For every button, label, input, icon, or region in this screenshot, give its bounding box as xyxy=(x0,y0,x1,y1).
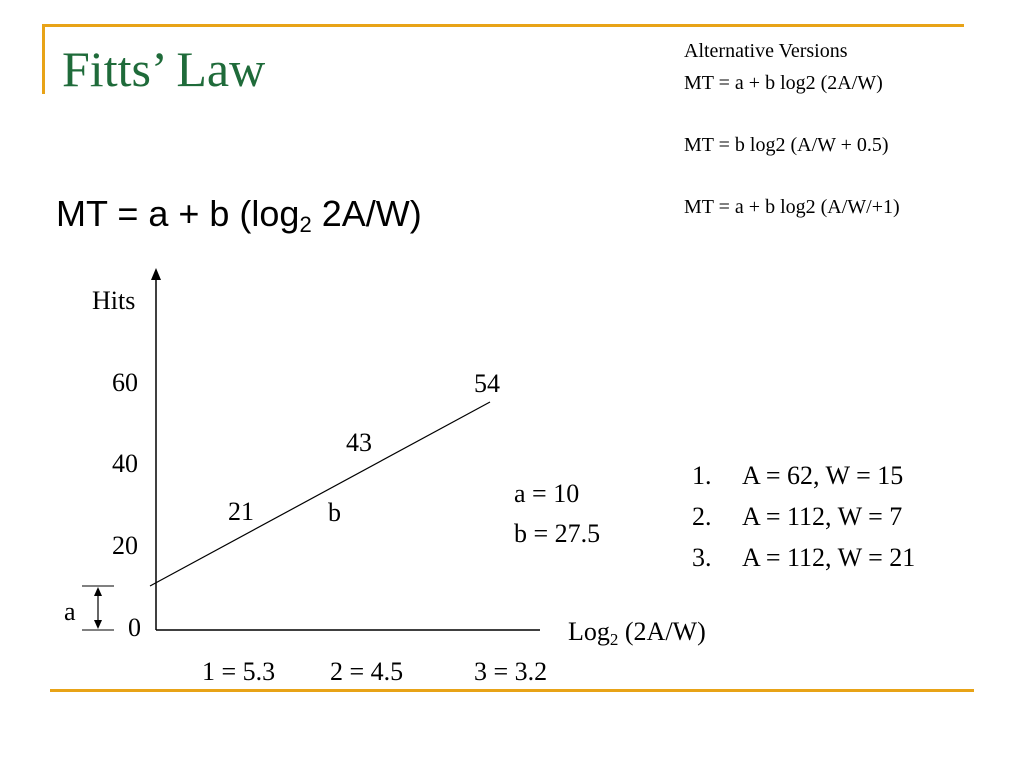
intercept-arrow-down xyxy=(94,620,102,629)
y-tick-0: 0 xyxy=(128,613,141,642)
condition-item-2 xyxy=(692,504,902,530)
condition-text-2: A = 112, W = 7 xyxy=(742,502,903,531)
y-axis-label: Hits xyxy=(92,286,136,315)
y-tick-60: 60 xyxy=(112,368,138,397)
param-a: a = 10 xyxy=(514,479,580,508)
condition-item-1 xyxy=(692,463,903,489)
x-axis-label xyxy=(568,619,706,648)
intercept-label: a xyxy=(64,597,76,626)
condition-text-3: A = 112, W = 21 xyxy=(742,543,916,572)
alt-formula-1: MT = a + b log2 (2A/W) xyxy=(684,72,883,94)
y-tick-40: 40 xyxy=(112,449,138,478)
alt-formula-2: MT = b log2 (A/W + 0.5) xyxy=(684,134,889,156)
main-formula-base: MT = a + b (log xyxy=(56,193,300,234)
x-axis-label-subscript: 2 xyxy=(609,630,619,649)
point-label-21: 21 xyxy=(228,497,254,526)
slide-title: Fitts’ Law xyxy=(62,41,266,97)
condition-item-3 xyxy=(692,545,915,571)
x-axis-label-base: Log xyxy=(568,617,610,646)
main-formula-rest: 2A/W) xyxy=(311,193,422,234)
slope-label: b xyxy=(328,498,341,527)
condition-number-1: 1. xyxy=(692,461,712,490)
condition-number-2: 2. xyxy=(692,502,712,531)
condition-number-3: 3. xyxy=(692,543,712,572)
y-tick-20: 20 xyxy=(112,531,138,560)
alt-formula-3: MT = a + b log2 (A/W/+1) xyxy=(684,196,900,218)
x-value-1: 1 = 5.3 xyxy=(202,657,276,686)
x-value-3: 3 = 3.2 xyxy=(474,657,548,686)
alternatives-heading: Alternative Versions xyxy=(684,40,848,62)
x-value-2: 2 = 4.5 xyxy=(330,657,404,686)
point-label-54: 54 xyxy=(474,369,500,398)
y-axis-arrowhead xyxy=(151,268,161,280)
point-label-43: 43 xyxy=(346,428,372,457)
main-formula-subscript: 2 xyxy=(299,212,312,237)
condition-text-1: A = 62, W = 15 xyxy=(742,461,904,490)
intercept-arrow-up xyxy=(94,587,102,596)
fit-line xyxy=(150,402,490,586)
x-axis-label-rest: (2A/W) xyxy=(618,617,706,646)
param-b: b = 27.5 xyxy=(514,519,601,548)
